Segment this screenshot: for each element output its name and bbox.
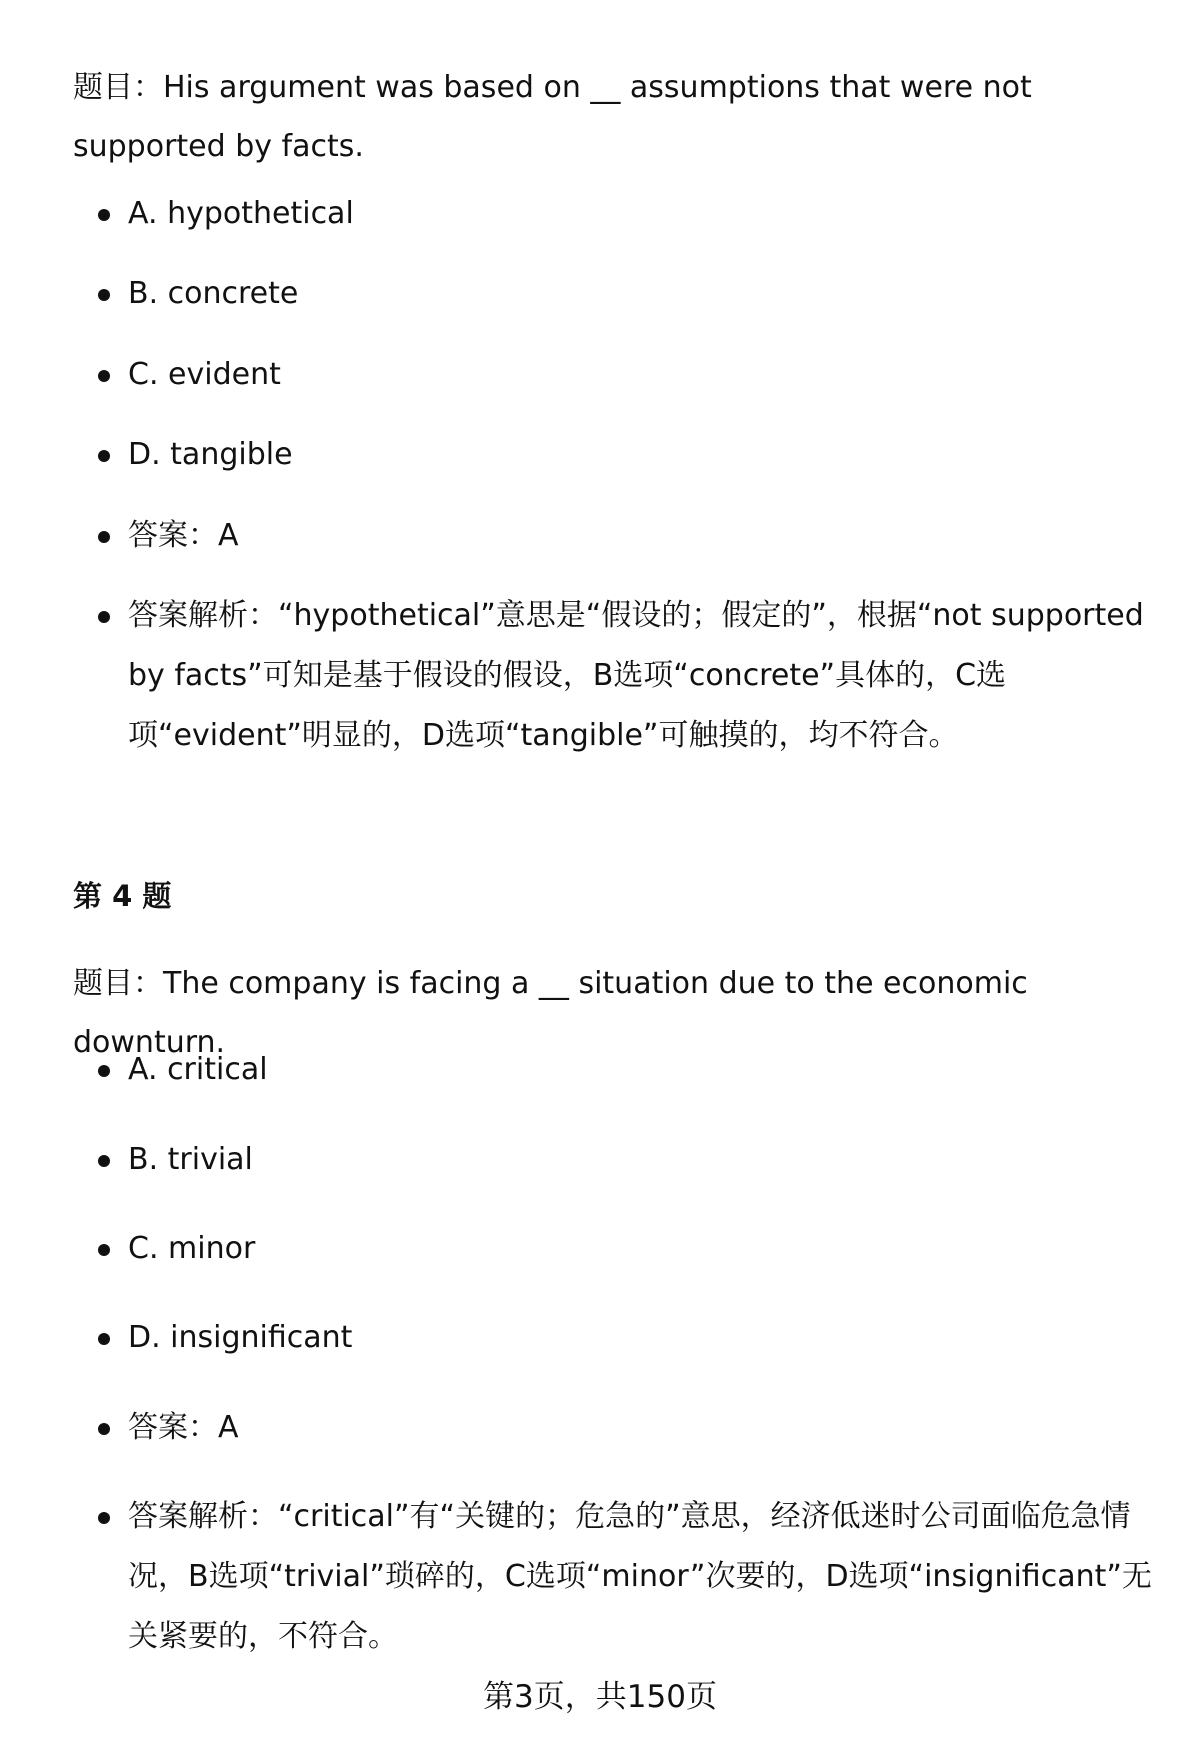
question-4-explanation: 答案解析：“critical”有“关键的；危急的”意思，经济低迷时公司面临危急情况，B选项“trivial”琐碎的，C选项“minor”次要的，D选项“insignificant”无关紧要的，不符合。 [128,1487,1168,1667]
question-3-option-c: C. evident [128,345,1168,405]
question-3-option-b: B. concrete [128,264,1168,324]
question-3-answer: 答案：A [128,506,1168,566]
question-4-option-a: A. critical [128,1040,1168,1100]
question-3-stem: 题目：His argument was based on __ assumptions that were not supported by facts. [73,70,1032,164]
question-3-option-d: D. tangible [128,425,1168,485]
question-4-option-d: D. insignificant [128,1308,1168,1368]
question-4-stem: 题目：The company is facing a __ situation due to the economic downturn. [73,966,1028,1060]
question-3-option-a: A. hypothetical [128,184,1168,244]
question-3-explanation: 答案解析：“hypothetical”意思是“假设的；假定的”，根据“not supported by facts”可知是基于假设的假设，B选项“concrete”具体的，C选项“evident”明显的，D选项“tangible”可触摸的，均不符合。 [128,586,1168,766]
question-4-answer: 答案：A [128,1398,1168,1458]
question-4-option-c: C. minor [128,1219,1168,1279]
page-number-footer: 第3页，共150页 [483,1679,717,1715]
question-4-heading: 第 4 题 [73,879,172,913]
question-4-option-b: B. trivial [128,1130,1168,1190]
